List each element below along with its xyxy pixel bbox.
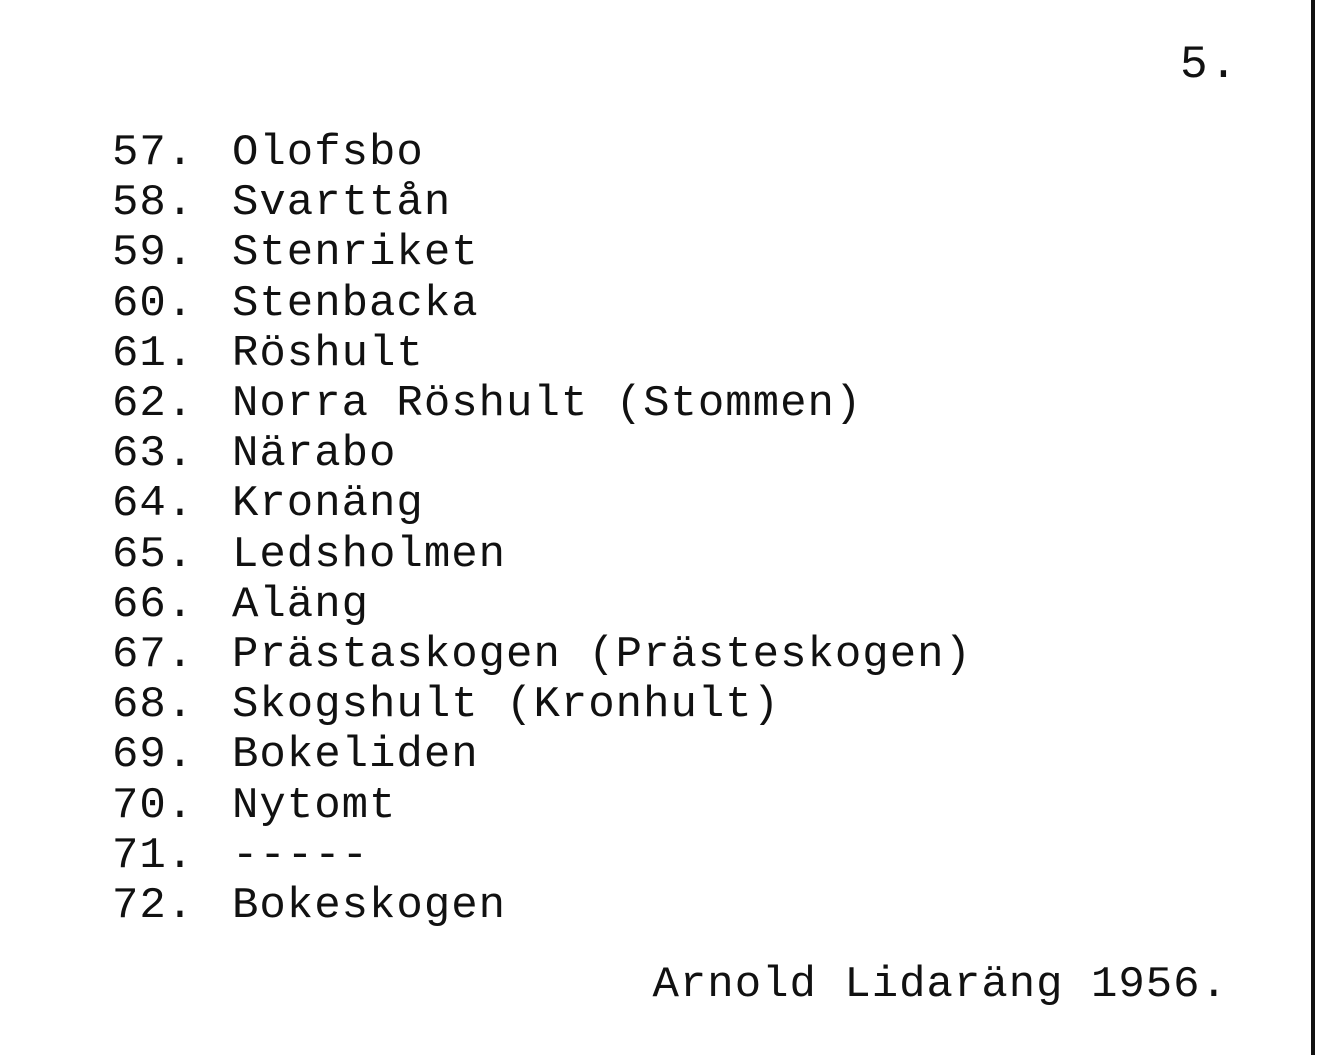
entry-number: 72.	[112, 880, 195, 931]
entry-name: Stenbacka	[232, 278, 479, 329]
entry-number: 69.	[112, 730, 195, 781]
author-signature-line: Arnold Lidaräng 1956.	[652, 960, 1228, 1010]
entry-name: Skogshult (Kronhult)	[232, 680, 781, 731]
entry-number: 66.	[112, 579, 195, 630]
list-item	[112, 128, 972, 178]
entry-name: Bokeskogen	[232, 880, 507, 931]
entry-number: 67.	[112, 629, 195, 680]
entry-name: Röshult	[232, 328, 424, 379]
list-item	[112, 530, 972, 580]
place-name-list	[112, 128, 972, 931]
list-item	[112, 379, 972, 429]
entry-number: 61.	[112, 328, 195, 379]
entry-number: 62.	[112, 379, 195, 430]
list-item	[112, 831, 972, 881]
entry-name: Svarttån	[232, 178, 452, 229]
entry-number: 57.	[112, 128, 195, 179]
entry-number: 71.	[112, 830, 195, 881]
entry-name: Norra Röshult (Stommen)	[232, 379, 863, 430]
entry-name: Aläng	[232, 579, 370, 630]
entry-name: Prästaskogen (Prästeskogen)	[232, 629, 972, 680]
entry-name: Närabo	[232, 429, 397, 480]
entry-name: Ledsholmen	[232, 529, 507, 580]
list-item	[112, 228, 972, 278]
entry-number: 65.	[112, 529, 195, 580]
entry-number: 68.	[112, 680, 195, 731]
entry-name: Bokeliden	[232, 730, 479, 781]
list-item	[112, 429, 972, 479]
list-item	[112, 680, 972, 730]
list-item	[112, 479, 972, 529]
entry-number: 63.	[112, 429, 195, 480]
list-item	[112, 580, 972, 630]
entry-name: Stenriket	[232, 228, 479, 279]
list-item	[112, 329, 972, 379]
entry-name: -----	[232, 830, 370, 881]
entry-name: Olofsbo	[232, 128, 424, 179]
list-item	[112, 730, 972, 780]
page-number: 5.	[1180, 39, 1240, 91]
entry-number: 64.	[112, 479, 195, 530]
entry-number: 60.	[112, 278, 195, 329]
page-edge-line	[1311, 0, 1315, 1055]
entry-number: 59.	[112, 228, 195, 279]
entry-name: Kronäng	[232, 479, 424, 530]
entry-number: 58.	[112, 178, 195, 229]
entry-name: Nytomt	[232, 780, 397, 831]
entry-number: 70.	[112, 780, 195, 831]
list-item	[112, 881, 972, 931]
list-item	[112, 279, 972, 329]
list-item	[112, 630, 972, 680]
list-item	[112, 178, 972, 228]
list-item	[112, 780, 972, 830]
